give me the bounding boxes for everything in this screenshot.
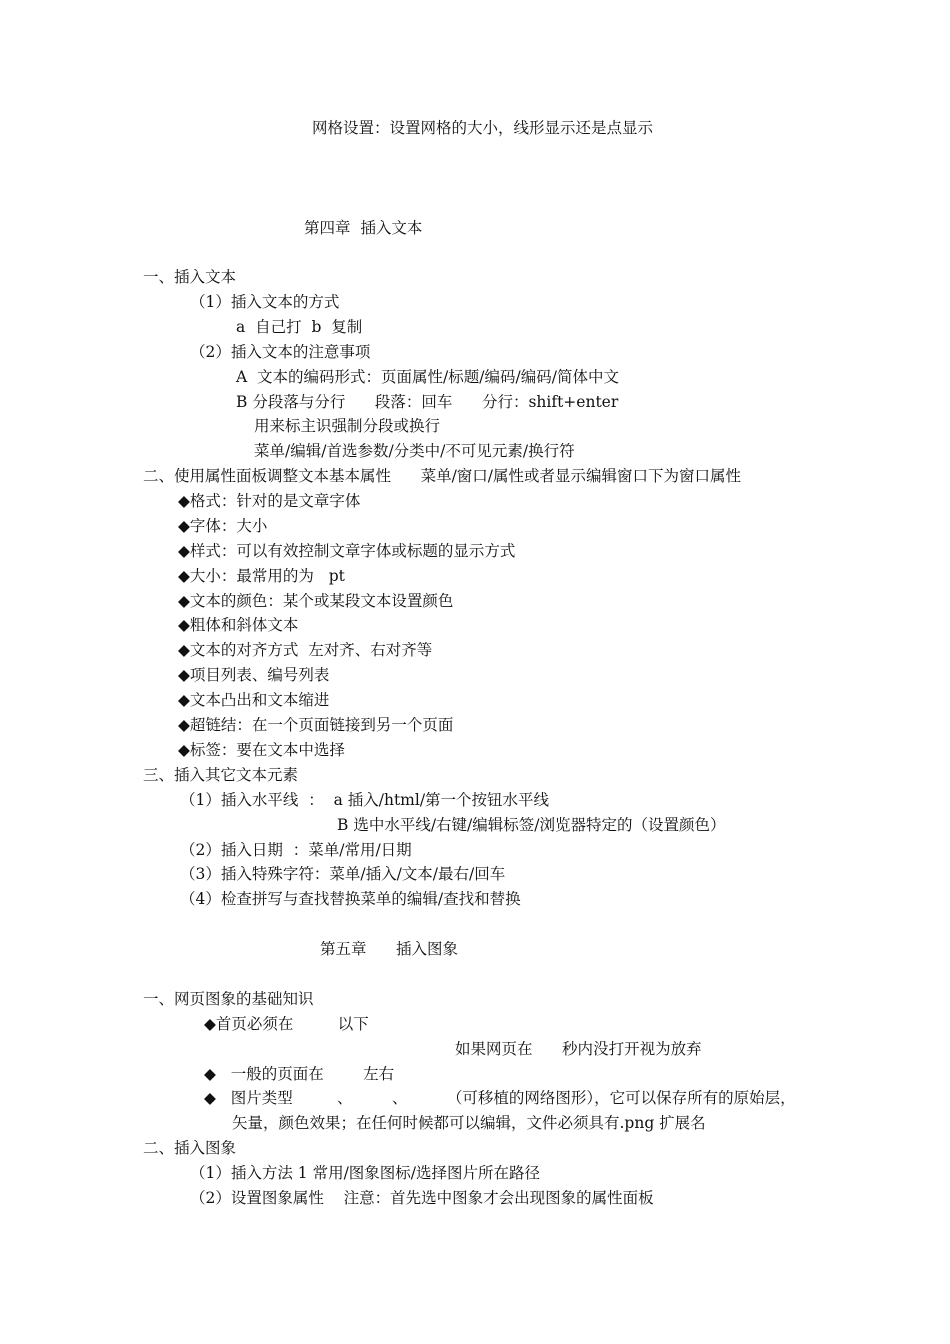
list-item: （1）插入文本的方式 xyxy=(190,293,340,311)
list-item: （2）插入日期 ：菜单/常用/日期 xyxy=(180,841,412,859)
bullet-item: ◆样式：可以有效控制文章字体或标题的显示方式 xyxy=(178,542,516,560)
list-item: （1）插入方法 1 常用/图象图标/选择图片所在路径 xyxy=(190,1164,541,1182)
list-item: （3）插入特殊字符：菜单/插入/文本/最右/回车 xyxy=(180,865,506,883)
bullet-item: ◆首页必须在 以下 xyxy=(204,1015,369,1033)
chapter-4-title: 第四章 插入文本 xyxy=(304,219,423,237)
list-item: （2）插入文本的注意事项 xyxy=(190,343,371,361)
list-item: A 文本的编码形式：页面属性/标题/编码/编码/简体中文 xyxy=(236,368,619,386)
bullet-item: ◆文本的颜色：某个或某段文本设置颜色 xyxy=(178,592,454,610)
bullet-item: ◆字体：大小 xyxy=(178,517,268,535)
list-item: 矢量，颜色效果；在任何时候都可以编辑，文件必须具有.png 扩展名 xyxy=(232,1114,706,1132)
bullet-item: ◆粗体和斜体文本 xyxy=(178,616,299,634)
bullet-item: ◆文本的对齐方式 左对齐、右对齐等 xyxy=(178,641,433,659)
grid-settings-line: 网格设置：设置网格的大小，线形显示还是点显示 xyxy=(312,119,654,137)
list-item: 如果网页在 秒内没打开视为放弃 xyxy=(455,1040,702,1058)
bullet-item: ◆格式：针对的是文章字体 xyxy=(178,492,361,510)
bullet-item: ◆ 图片类型 、 、 （可移植的网络图形），它可以保存所有的原始层， xyxy=(204,1089,796,1107)
bullet-item: ◆超链结：在一个页面链接到另一个页面 xyxy=(178,716,454,734)
list-item: B 分段落与分行 段落：回车 分行：shift+enter xyxy=(236,393,619,411)
list-item: （2）设置图象属性 注意：首先选中图象才会出现图象的属性面板 xyxy=(190,1189,654,1207)
bullet-item: ◆文本凸出和文本缩进 xyxy=(178,691,330,709)
section-heading: 一、网页图象的基础知识 xyxy=(143,990,314,1008)
list-item: a 自己打 b 复制 xyxy=(236,318,363,336)
bullet-item: ◆项目列表、编号列表 xyxy=(178,666,330,684)
list-item: 用来标主识强制分段或换行 xyxy=(254,417,441,435)
bullet-item: ◆ 一般的页面在 左右 xyxy=(204,1065,395,1083)
bullet-item: ◆大小：最常用的为 pt xyxy=(178,567,345,585)
list-item: B 选中水平线/右键/编辑标签/浏览器特定的（设置颜色） xyxy=(337,816,726,834)
list-item: 菜单/编辑/首选参数/分类中/不可见元素/换行符 xyxy=(254,442,575,460)
section-heading: 二、使用属性面板调整文本基本属性 菜单/窗口/属性或者显示编辑窗口下为窗口属性 xyxy=(143,467,742,485)
list-item: （1）插入水平线 ： a 插入/html/第一个按钮水平线 xyxy=(180,791,550,809)
section-heading: 二、插入图象 xyxy=(143,1139,237,1157)
section-heading: 三、插入其它文本元素 xyxy=(143,766,299,784)
chapter-5-title: 第五章 插入图象 xyxy=(320,940,459,958)
bullet-item: ◆标签：要在文本中选择 xyxy=(178,741,345,759)
list-item: （4）检查拼写与查找替换菜单的编辑/查找和替换 xyxy=(180,890,521,908)
section-heading: 一、插入文本 xyxy=(143,268,237,286)
